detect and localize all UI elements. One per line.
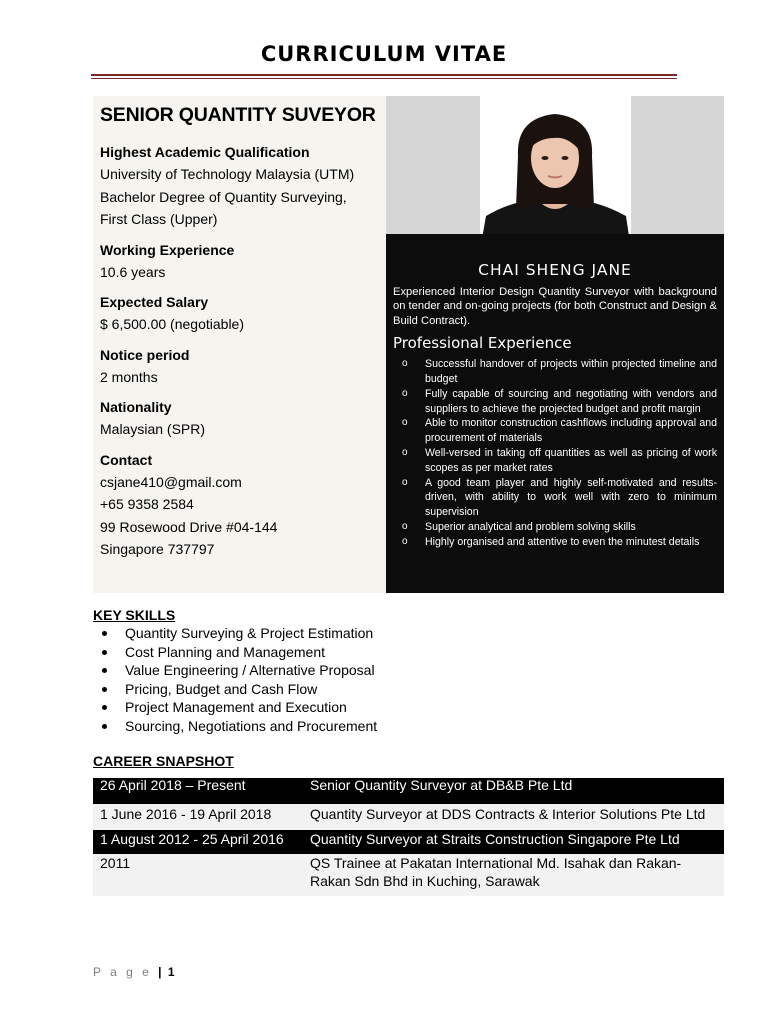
qualification-line: First Class (Upper) — [100, 211, 218, 227]
title-divider — [91, 74, 677, 79]
key-skills-list — [100, 624, 377, 736]
page-footer — [93, 965, 175, 979]
page-number: 1 — [167, 965, 175, 979]
bullet-dot-icon — [102, 687, 107, 692]
table-row — [93, 854, 724, 896]
list-item: o Successful handover of projects within projected timeline and budget — [402, 358, 717, 386]
list-item: Pricing, Budget and Cash Flow — [100, 680, 377, 699]
career-role: Senior Quantity Surveyor at DB&B Pte Ltd — [310, 777, 573, 793]
qualification-heading: Highest Academic Qualification — [100, 144, 310, 160]
page-label: P a g e — [93, 965, 152, 979]
document-title: CURRICULUM VITAE — [260, 42, 508, 66]
bullet-dot-icon — [102, 705, 107, 710]
circle-bullet-icon: o — [402, 535, 408, 547]
qualification-line: Bachelor Degree of Quantity Surveying, — [100, 188, 347, 205]
salary-value: $ 6,500.00 (negotiable) — [100, 316, 244, 332]
table-row — [93, 804, 724, 830]
career-role: Quantity Surveyor at Straits Construction Singapore Pte Ltd — [310, 831, 680, 847]
bullet-dot-icon — [102, 631, 107, 636]
career-period: 1 June 2016 - 19 April 2018 — [100, 806, 272, 822]
table-row — [93, 778, 724, 804]
circle-bullet-icon: o — [402, 476, 408, 488]
nationality-value: Malaysian (SPR) — [100, 421, 206, 437]
key-skills-heading: KEY SKILLS — [93, 607, 176, 623]
experience-years-heading: Working Experience — [100, 241, 235, 258]
person-portrait-icon — [480, 96, 631, 250]
circle-bullet-icon: o — [402, 520, 408, 532]
profile-photo — [480, 96, 631, 250]
bullet-dot-icon — [102, 668, 107, 673]
profile-panel — [386, 234, 724, 593]
person-name: CHAI SHENG JANE — [478, 261, 632, 279]
experience-years-value: 10.6 years — [100, 263, 166, 280]
list-item: Project Management and Execution — [100, 698, 377, 717]
list-item: o Fully capable of sourcing and negotiating with vendors and suppliers to achieve the projected budget and profit margin — [402, 387, 717, 415]
circle-bullet-icon: o — [402, 417, 408, 429]
notice-value: 2 months — [100, 368, 158, 385]
contact-phone: +65 9358 2584 — [100, 496, 194, 512]
personal-info-panel — [93, 96, 386, 593]
list-item: o A good team player and highly self-motivated and results-driven, with ability to work well with zero to minimum supervision — [402, 476, 717, 519]
career-period: 2011 — [100, 855, 131, 871]
contact-address-line: Singapore 737797 — [100, 541, 215, 557]
circle-bullet-icon: o — [402, 387, 408, 399]
list-item: Sourcing, Negotiations and Procurement — [100, 717, 377, 736]
contact-heading: Contact — [100, 451, 153, 468]
professional-experience-heading: Professional Experience — [393, 334, 572, 353]
list-item: Cost Planning and Management — [100, 643, 377, 662]
list-item: o Well-versed in taking off quantities as well as pricing of work scopes as per market rates — [402, 447, 717, 474]
experience-list — [393, 357, 717, 549]
bullet-dot-icon — [102, 650, 107, 655]
career-period: 26 April 2018 – Present — [100, 777, 246, 793]
role-title: SENIOR QUANTITY SUVEYOR — [100, 104, 376, 126]
list-item: o Superior analytical and problem solving skills — [402, 520, 636, 533]
bullet-dot-icon — [102, 724, 107, 729]
list-item: Value Engineering / Alternative Proposal — [100, 661, 377, 680]
contact-email: csjane410@gmail.com — [100, 473, 242, 490]
qualification-line: University of Technology Malaysia (UTM) — [100, 166, 355, 182]
salary-heading: Expected Salary — [100, 294, 209, 310]
list-item: o Highly organised and attentive to even the minutest details — [402, 535, 700, 548]
career-role: Quantity Surveyor at DDS Contracts & Interior Solutions Pte Ltd — [310, 806, 706, 822]
career-table — [93, 778, 724, 896]
career-role: QS Trainee at Pakatan International Md. Isahak dan Rakan-Rakan Sdn Bhd in Kuching, Sarawak — [310, 855, 682, 889]
notice-heading: Notice period — [100, 346, 190, 363]
page-separator: | — [158, 965, 162, 979]
nationality-heading: Nationality — [100, 399, 172, 415]
career-period: 1 August 2012 - 25 April 2016 — [100, 831, 284, 847]
list-item: Quantity Surveying & Project Estimation — [100, 624, 377, 643]
circle-bullet-icon: o — [402, 447, 408, 458]
list-item: o Able to monitor construction cashflows including approval and procurement of materials — [402, 417, 717, 445]
circle-bullet-icon: o — [402, 358, 408, 370]
table-row — [93, 830, 724, 854]
contact-address-line: 99 Rosewood Drive #04-144 — [100, 518, 278, 535]
career-snapshot-heading: CAREER SNAPSHOT — [93, 753, 234, 769]
profile-summary: Experienced Interior Design Quantity Surveyor with background on tender and on-going projects (for both Construct and Design & Build Contract). — [393, 286, 718, 327]
